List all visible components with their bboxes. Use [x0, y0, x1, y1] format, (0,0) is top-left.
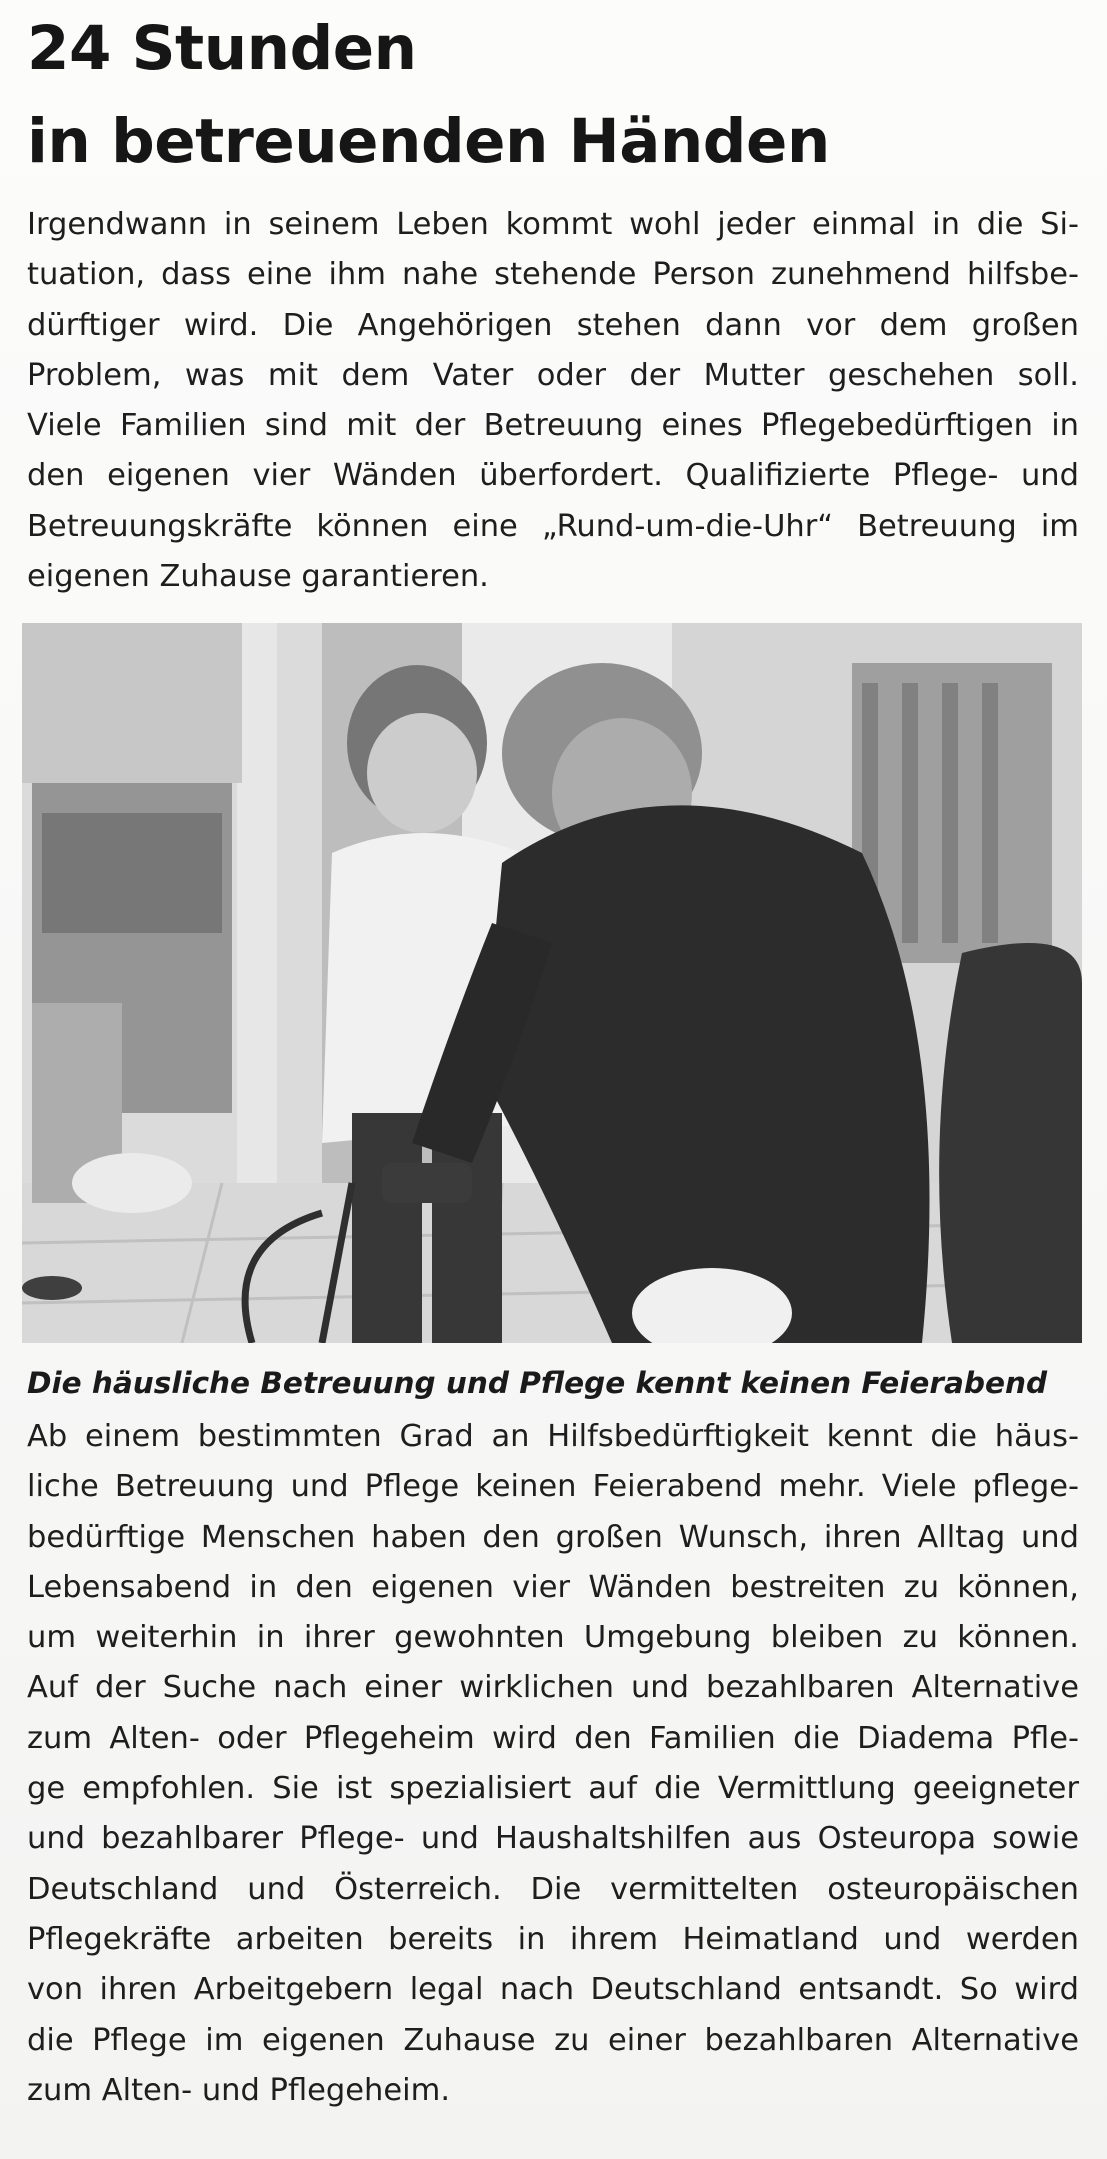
body-paragraph: [27, 1412, 1079, 2116]
text-line: die Pflege im eigenen Zuhause zu einer bezahlbaren Alternative: [27, 2022, 1079, 2058]
text-line: Problem, was mit dem Vater oder der Mutter geschehen soll.: [27, 357, 1079, 393]
text-line: liche Betreuung und Pflege keinen Feierabend mehr. Viele pflege-: [27, 1469, 1079, 1505]
text-line: Ab einem bestimmten Grad an Hilfsbedürftigkeit kennt die häus-: [27, 1419, 1079, 1454]
text-line: Deutschland und Österreich. Die vermittelten osteuropäischen: [27, 1871, 1079, 1907]
text-line: eigenen Zuhause garantieren.: [27, 559, 489, 595]
text-line: Auf der Suche nach einer wirklichen und bezahlbaren Alternative: [27, 1670, 1079, 1706]
text-line: zum Alten- oder Pflegeheim wird den Familien die Diadema Pfle-: [27, 1720, 1079, 1756]
text-line: um weiterhin in ihrer gewohnten Umgebung bleiben zu können.: [27, 1620, 1079, 1656]
article-title: [27, 2, 1087, 188]
text-line: den eigenen vier Wänden überfordert. Qualifizierte Pflege- und: [27, 458, 1079, 494]
text-line: Viele Familien sind mit der Betreuung eines Pflegebedürftigen in: [27, 408, 1079, 444]
title-line: 24 Stunden: [27, 13, 417, 84]
text-line: tuation, dass eine ihm nahe stehende Person zunehmend hilfsbe-: [27, 257, 1079, 293]
text-line: ge empfohlen. Sie ist spezialisiert auf die Vermittlung geeigneter: [27, 1771, 1079, 1807]
text-line: und bezahlbarer Pflege- und Haushaltshilfen aus Osteuropa sowie: [27, 1821, 1079, 1857]
text-line: Betreuungskräfte können eine „Rund-um-die-Uhr“ Betreuung im: [27, 508, 1079, 544]
text-line: zum Alten- und Pflegeheim.: [27, 2072, 451, 2108]
intro-paragraph: [27, 200, 1079, 602]
title-line: in betreuenden Händen: [27, 106, 830, 177]
text-line: von ihren Arbeitgebern legal nach Deutschland entsandt. So wird: [27, 1972, 1079, 2008]
text-line: bedürftige Menschen haben den großen Wunsch, ihren Alltag und: [27, 1519, 1079, 1555]
text-line: Lebensabend in den eigenen vier Wänden bestreiten zu können,: [27, 1569, 1079, 1605]
text-line: Pflegekräfte arbeiten bereits in ihrem Heimatland und werden: [27, 1921, 1079, 1957]
text-line: dürftiger wird. Die Angehörigen stehen dann vor dem großen: [27, 307, 1079, 343]
photo-caption: Die häusliche Betreuung und Pflege kennt keinen Feierabend: [27, 1366, 1048, 1400]
text-line: Irgendwann in seinem Leben kommt wohl jeder einmal in die Si-: [27, 207, 1079, 242]
article-photo: [22, 623, 1082, 1343]
